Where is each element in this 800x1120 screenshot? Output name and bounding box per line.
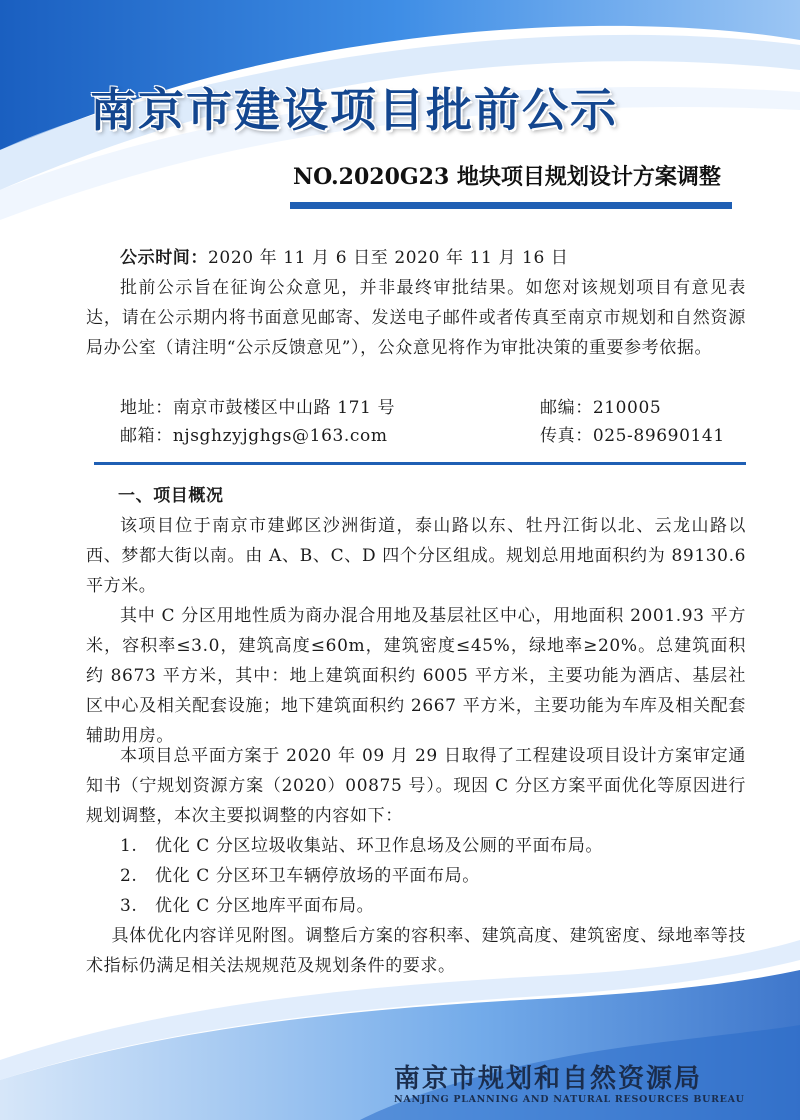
address-label: 地址：: [120, 398, 173, 418]
footer-org-name: 南京市规划和自然资源局: [394, 1064, 703, 1094]
footer-org-name-en: NANJING PLANNING AND NATURAL RESOURCES BUREAU: [394, 1094, 745, 1105]
postcode-value: 210005: [592, 398, 662, 418]
postcode-label: 邮编：: [540, 398, 593, 418]
overview-paragraph-1: 该项目位于南京市建邺区沙洲街道，泰山路以东、牡丹江街以北、云龙山路以西、梦都大街以南。由 A、B、C、D 四个分区组成。规划总用地面积约为 89130.6 平方米。: [86, 516, 746, 596]
page-title: 南京市建设项目批前公示: [90, 83, 618, 137]
notice-time-label: 公示时间：: [120, 248, 208, 268]
overview-paragraph-2: 其中 C 分区用地性质为商办混合用地及基层社区中心，用地面积 2001.93 平方米，容积率≤3.0，建筑高度≤60m，建筑密度≤45%，绿地率≥20%。总建筑面积约 8673 平方米，其中：地上建筑面积约 6005 平方米，主要功能为酒店、基层社区中心及相关配套设施；地下建筑面积约 2667 平方米，主要功能为车库及相关配套辅助用房。: [86, 606, 746, 746]
address-value: 南京市鼓楼区中山路 171 号: [172, 398, 396, 418]
fax-row: [540, 421, 725, 451]
overview-paragraph-3: 本项目总平面方案于 2020 年 09 月 29 日取得了工程建设项目设计方案审定通知书（宁规划资源方案（2020）00875 号）。现因 C 分区方案平面优化等原因进行规划调整，本次主要拟调整的内容如下：: [86, 746, 746, 826]
address-row: [120, 393, 395, 423]
list-item: 2. 优化 C 分区环卫车辆停放场的平面布局。: [120, 866, 480, 886]
notice-time-value: 2020 年 11 月 6 日至 2020 年 11 月 16 日: [208, 248, 569, 268]
list-item: 1. 优化 C 分区垃圾收集站、环卫作息场及公厕的平面布局。: [120, 836, 604, 856]
page-subtitle: NO.2020G23 地块项目规划设计方案调整: [293, 164, 721, 190]
notice-intro: 批前公示旨在征询公众意见，并非最终审批结果。如您对该规划项目有意见表达，请在公示期内将书面意见邮寄、发送电子邮件或者传真至南京市规划和自然资源局办公室（请注明“公示反馈意见”），公众意见将作为审批决策的重要参考依据。: [86, 278, 746, 358]
notice-time-row: [120, 243, 568, 273]
section-heading: 一、项目概况: [118, 486, 224, 506]
email-label: 邮箱：: [120, 426, 173, 446]
email-row: [120, 421, 388, 451]
fax-value: 025-89690141: [592, 426, 725, 446]
fax-label: 传真：: [540, 426, 593, 446]
subtitle-underline: [290, 202, 732, 209]
postcode-row: [540, 393, 661, 423]
section-divider: [94, 462, 746, 465]
email-value: njsghzyjghgs@163.com: [172, 426, 388, 446]
list-item: 3. 优化 C 分区地库平面布局。: [120, 896, 375, 916]
overview-paragraph-4: 具体优化内容详见附图。调整后方案的容积率、建筑高度、建筑密度、绿地率等技术指标仍满足相关法规规范及规划条件的要求。: [86, 926, 746, 976]
